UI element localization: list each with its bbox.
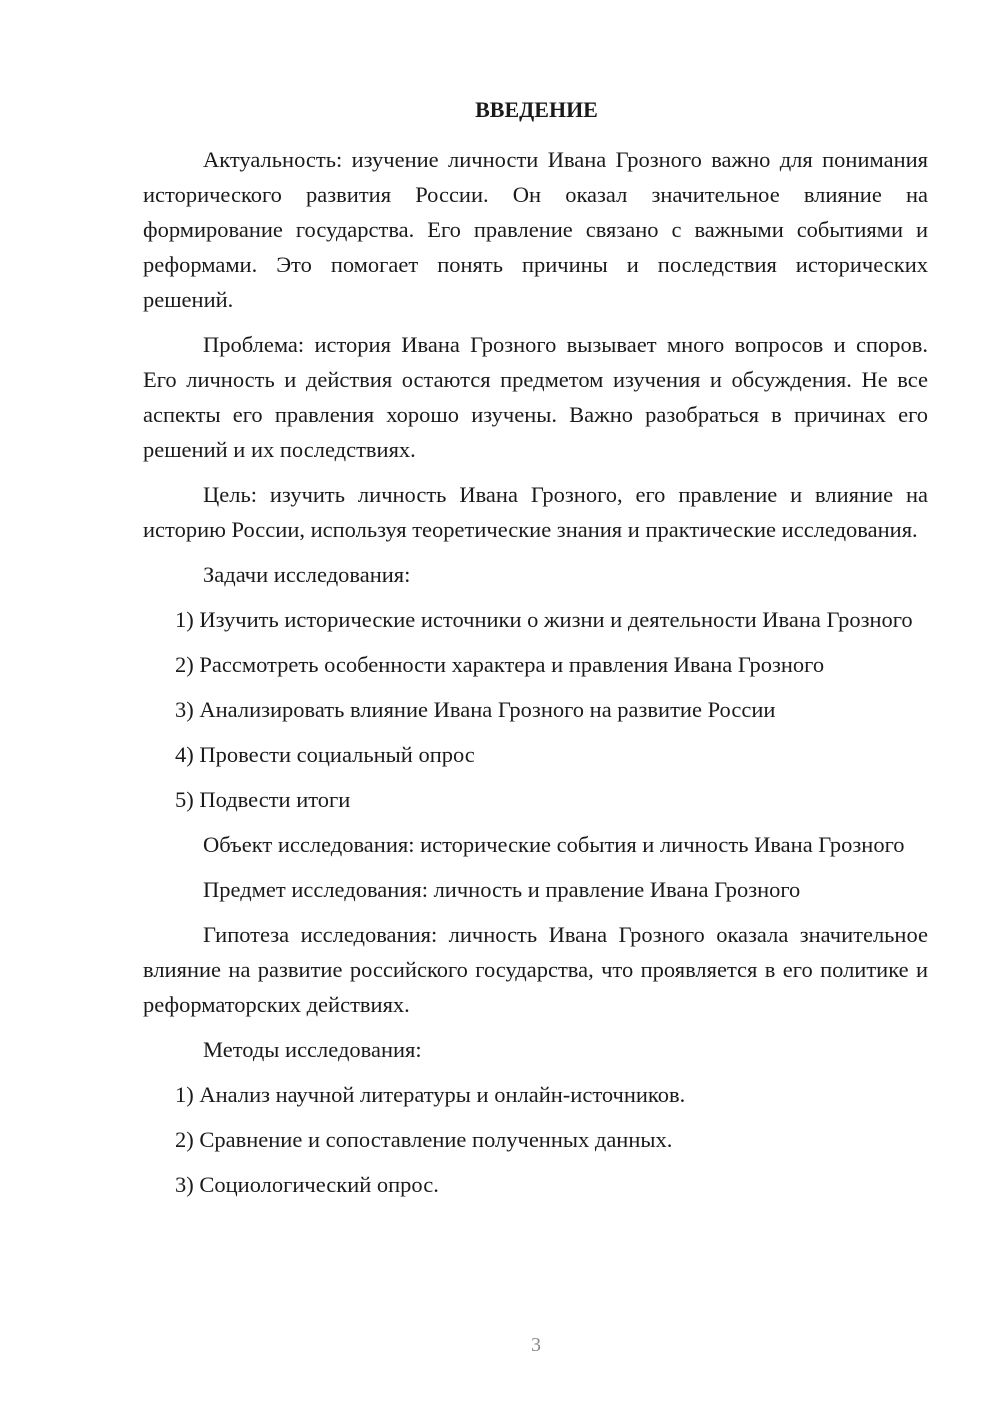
task-item-4: 4) Провести социальный опрос xyxy=(175,742,475,767)
document-page xyxy=(143,92,928,1212)
object-paragraph: Объект исследования: исторические события и личность Ивана Грозного xyxy=(203,832,905,857)
section-title: ВВЕДЕНИЕ xyxy=(475,97,598,122)
hypothesis-paragraph: Гипотеза исследования: личность Ивана Грозного оказала значительное влияние на развитие российского государства, что проявляется в его политике и реформаторских действиях. xyxy=(143,922,928,1017)
task-item-3: 3) Анализировать влияние Ивана Грозного на развитие России xyxy=(175,697,776,722)
page-number: 3 xyxy=(531,1334,541,1356)
goal-paragraph: Цель: изучить личность Ивана Грозного, его правление и влияние на историю России, используя теоретические знания и практические исследования. xyxy=(143,482,928,542)
task-item-5: 5) Подвести итоги xyxy=(175,787,351,812)
task-item-2: 2) Рассмотреть особенности характера и правления Ивана Грозного xyxy=(175,652,825,677)
task-item-1: 1) Изучить исторические источники о жизни и деятельности Ивана Грозного xyxy=(175,607,913,632)
method-item-3: 3) Социологический опрос. xyxy=(175,1172,439,1197)
tasks-heading: Задачи исследования: xyxy=(203,562,411,587)
methods-heading: Методы исследования: xyxy=(203,1037,422,1062)
relevance-paragraph: Актуальность: изучение личности Ивана Грозного важно для понимания исторического развития России. Он оказал значительное влияние на формирование государства. Его правление связано с важными событиями и реформами. Это помогает понять причины и последствия исторических решений. xyxy=(143,147,928,312)
subject-paragraph: Предмет исследования: личность и правление Ивана Грозного xyxy=(203,877,801,902)
method-item-1: 1) Анализ научной литературы и онлайн-источников. xyxy=(175,1082,686,1107)
problem-paragraph: Проблема: история Ивана Грозного вызывает много вопросов и споров. Его личность и действия остаются предметом изучения и обсуждения. Не все аспекты его правления хорошо изучены. Важно разобраться в причинах его решений и их последствиях. xyxy=(143,332,928,462)
method-item-2: 2) Сравнение и сопоставление полученных данных. xyxy=(175,1127,673,1152)
